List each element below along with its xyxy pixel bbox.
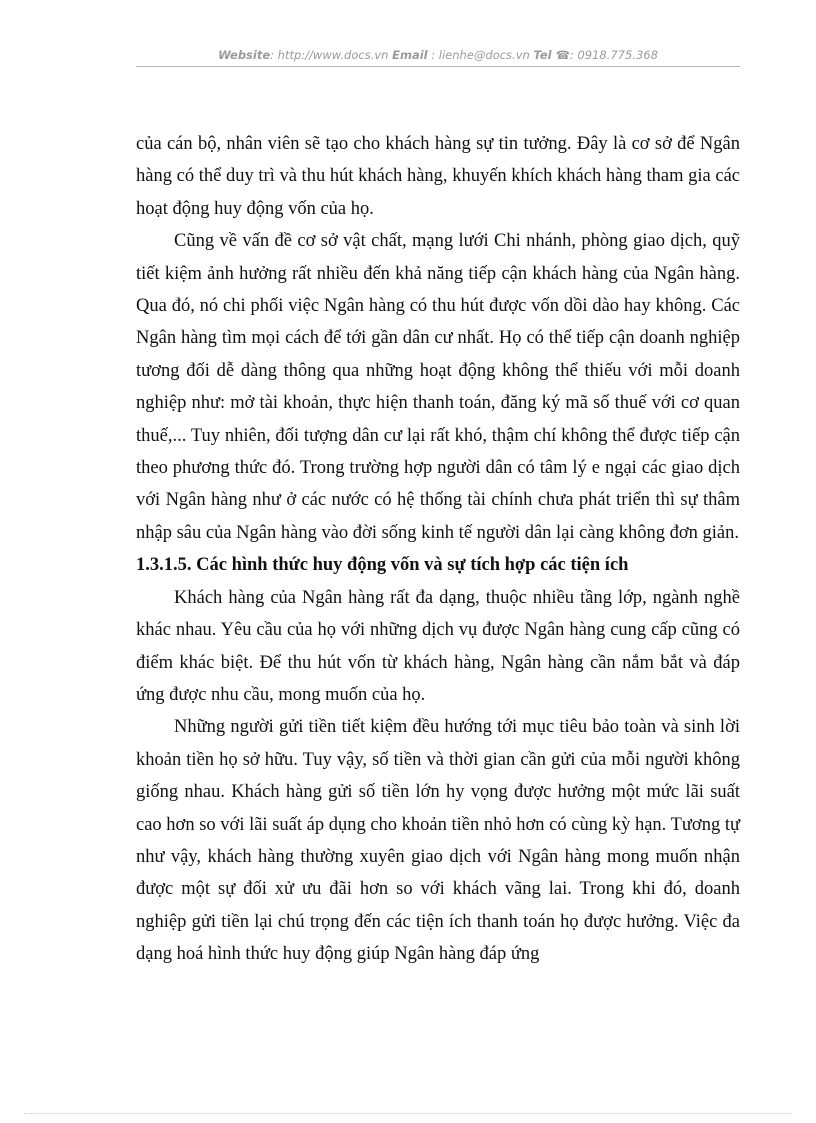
- email-value: : lienhe@docs.vn: [427, 48, 534, 62]
- tel-value: : 0918.775.368: [569, 48, 658, 62]
- website-label: Website: [218, 48, 271, 62]
- paragraph-facilities: Cũng về vấn đề cơ sở vật chất, mạng lưới Chi nhánh, phòng giao dịch, quỹ tiết kiệm ảnh hưởng rất nhiều đến khả năng tiếp cận khách hàng của Ngân hàng. Qua đó, nó chi phối việc Ngân hàng có thu hút được vốn dồi dào hay không. Các Ngân hàng tìm mọi cách để tới gần dân cư nhất. Họ có thể tiếp cận doanh nghiệp tương đối dễ dàng thông qua những hoạt động không thể thiếu với mỗi doanh nghiệp như: mở tài khoản, thực hiện thanh toán, đăng ký mã số thuế với cơ quan thuế,... Tuy nhiên, đối tượng dân cư lại rất khó, thậm chí không thể được tiếp cận theo phương thức đó. Trong trường hợp người dân có tâm lý e ngại các giao dịch với Ngân hàng như ở các nước có hệ thống tài chính chưa phát triển thì sự thâm nhập sâu của Ngân hàng vào đời sống kinh tế người dân lại càng không đơn giản.: [136, 231, 740, 543]
- document-body: [136, 128, 740, 971]
- phone-icon: ☎: [555, 48, 570, 62]
- section-heading: 1.3.1.5. Các hình thức huy động vốn và sự tích hợp các tiện ích: [136, 555, 629, 576]
- email-label: Email: [392, 48, 428, 62]
- tel-label: Tel: [533, 48, 556, 62]
- page-header: [136, 46, 740, 67]
- paragraph-customers: Khách hàng của Ngân hàng rất đa dạng, thuộc nhiều tầng lớp, ngành nghề khác nhau. Yêu cầu của họ với những dịch vụ được Ngân hàng cung cấp cũng có điểm khác biệt. Để thu hút vốn từ khách hàng, Ngân hàng cần nắm bắt và đáp ứng được nhu cầu, mong muốn của họ.: [136, 587, 740, 705]
- paragraph-savers: Những người gửi tiền tiết kiệm đều hướng tới mục tiêu bảo toàn và sinh lời khoản tiền họ sở hữu. Tuy vậy, số tiền và thời gian cần gửi của mỗi người không giống nhau. Khách hàng gửi số tiền lớn hy vọng được hưởng một mức lãi suất cao hơn so với lãi suất áp dụng cho khoản tiền nhỏ hơn có cùng kỳ hạn. Tương tự như vậy, khách hàng thường xuyên giao dịch với Ngân hàng mong muốn nhận được một sự đối xử ưu đãi hơn so với khách vãng lai. Trong khi đó, doanh nghiệp gửi tiền lại chú trọng đến các tiện ích thanh toán họ được hưởng. Việc đa dạng hoá hình thức huy động giúp Ngân hàng đáp ứng: [136, 717, 740, 965]
- website-value: : http://www.docs.vn: [270, 48, 393, 62]
- paragraph-continuation: của cán bộ, nhân viên sẽ tạo cho khách hàng sự tin tưởng. Đây là cơ sở để Ngân hàng có thể duy trì và thu hút khách hàng, khuyến khích khách hàng tham gia các hoạt động huy động vốn của họ.: [136, 134, 740, 219]
- footer-divider: [24, 1113, 792, 1114]
